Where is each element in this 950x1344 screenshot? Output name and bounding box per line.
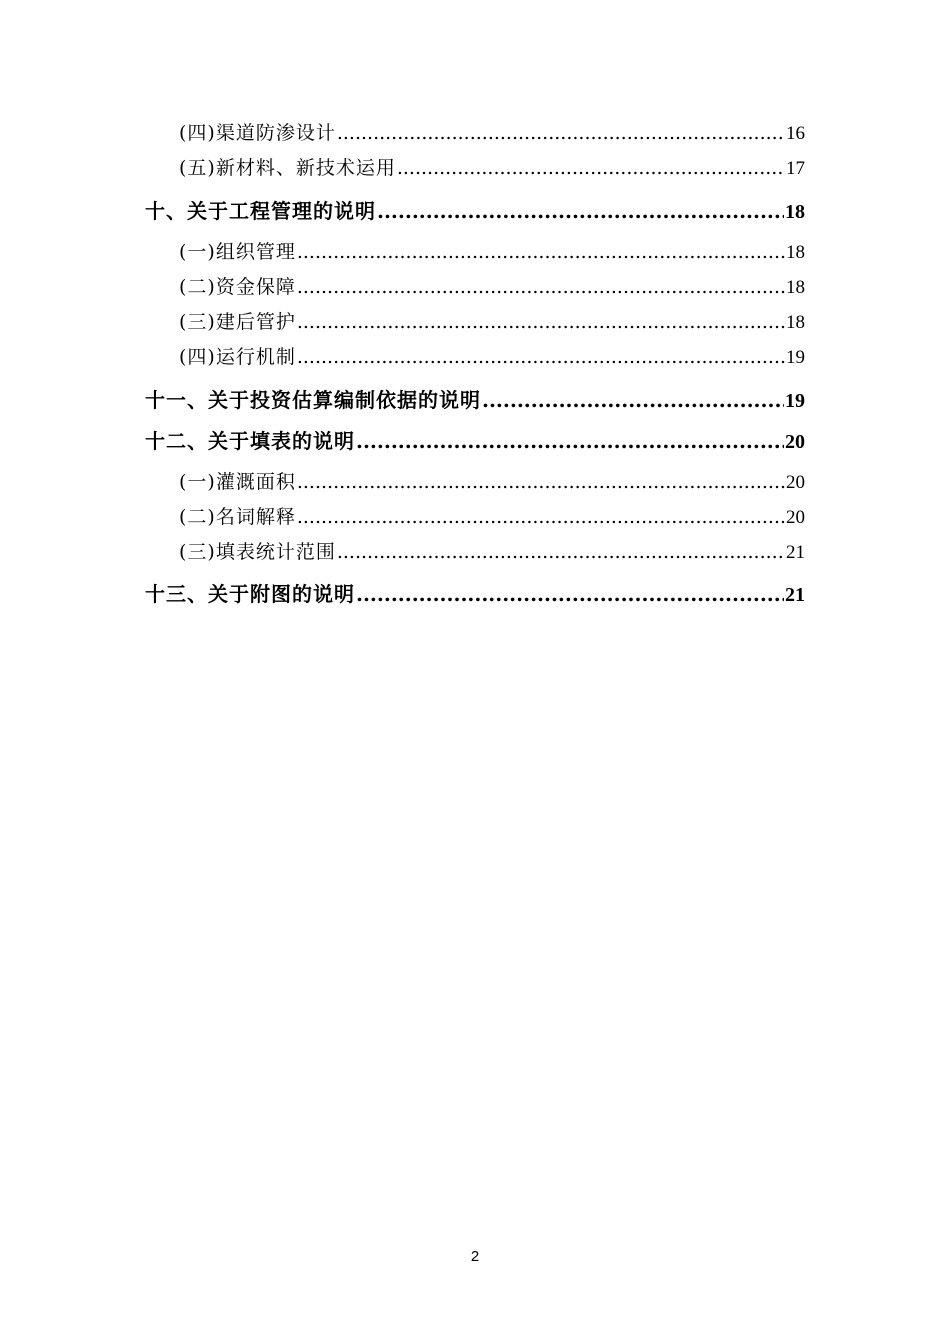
toc-entry-title: 十二、关于填表的说明	[145, 429, 355, 453]
table-of-contents	[0, 0, 950, 620]
toc-entry-page: 17	[786, 158, 805, 179]
toc-section-project-management[interactable]	[145, 195, 805, 225]
toc-dot-leader	[297, 471, 785, 493]
toc-dot-leader	[377, 199, 784, 223]
toc-entry-page: 18	[785, 201, 805, 223]
toc-dot-leader	[356, 582, 784, 606]
toc-dot-leader	[337, 541, 785, 563]
toc-dot-leader	[482, 388, 784, 412]
toc-dot-leader	[337, 122, 785, 144]
toc-dot-leader	[397, 157, 785, 179]
toc-entry-title: (二)名词解释	[179, 506, 296, 528]
toc-section-form-filling[interactable]	[145, 425, 805, 455]
toc-entry-page: 19	[786, 347, 805, 368]
toc-entry-statistics-scope[interactable]	[179, 537, 805, 567]
toc-dot-leader	[297, 276, 785, 298]
toc-entry-page: 20	[785, 431, 805, 453]
toc-entry-title: (三)填表统计范围	[179, 541, 336, 563]
toc-dot-leader	[297, 241, 785, 263]
toc-entry-page: 20	[786, 472, 805, 493]
toc-section-attached-drawings[interactable]	[145, 578, 805, 608]
toc-entry-irrigated-area[interactable]	[179, 467, 805, 497]
toc-dot-leader	[356, 429, 784, 453]
toc-entry-operation[interactable]	[179, 342, 805, 372]
toc-entry-channel-seepage-design[interactable]	[179, 118, 805, 148]
toc-entry-page: 18	[786, 242, 805, 263]
toc-section-investment-estimate[interactable]	[145, 384, 805, 414]
toc-entry-title: (二)资金保障	[179, 276, 296, 298]
toc-entry-page: 21	[785, 584, 805, 606]
toc-entry-title: (四)渠道防渗设计	[179, 122, 336, 144]
toc-entry-title: (五)新材料、新技术运用	[179, 157, 396, 179]
toc-entry-title: (一)灌溉面积	[179, 471, 296, 493]
toc-dot-leader	[297, 506, 785, 528]
toc-entry-page: 21	[786, 542, 805, 563]
toc-entry-glossary[interactable]	[179, 502, 805, 532]
toc-entry-title: 十一、关于投资估算编制依据的说明	[145, 388, 481, 412]
toc-entry-title: (一)组织管理	[179, 241, 296, 263]
toc-dot-leader	[297, 311, 785, 333]
toc-entry-title: (四)运行机制	[179, 346, 296, 368]
toc-entry-maintenance[interactable]	[179, 307, 805, 337]
toc-entry-page: 20	[786, 507, 805, 528]
toc-entry-page: 19	[785, 390, 805, 412]
toc-entry-organization[interactable]	[179, 237, 805, 267]
toc-entry-page: 18	[786, 312, 805, 333]
toc-entry-new-materials[interactable]	[179, 153, 805, 183]
page-number: 2	[470, 1248, 480, 1265]
toc-entry-title: 十、关于工程管理的说明	[145, 199, 376, 223]
toc-entry-title: 十三、关于附图的说明	[145, 582, 355, 606]
toc-entry-title: (三)建后管护	[179, 311, 296, 333]
toc-dot-leader	[297, 346, 785, 368]
toc-entry-page: 18	[786, 277, 805, 298]
toc-entry-funding[interactable]	[179, 272, 805, 302]
toc-entry-page: 16	[786, 123, 805, 144]
